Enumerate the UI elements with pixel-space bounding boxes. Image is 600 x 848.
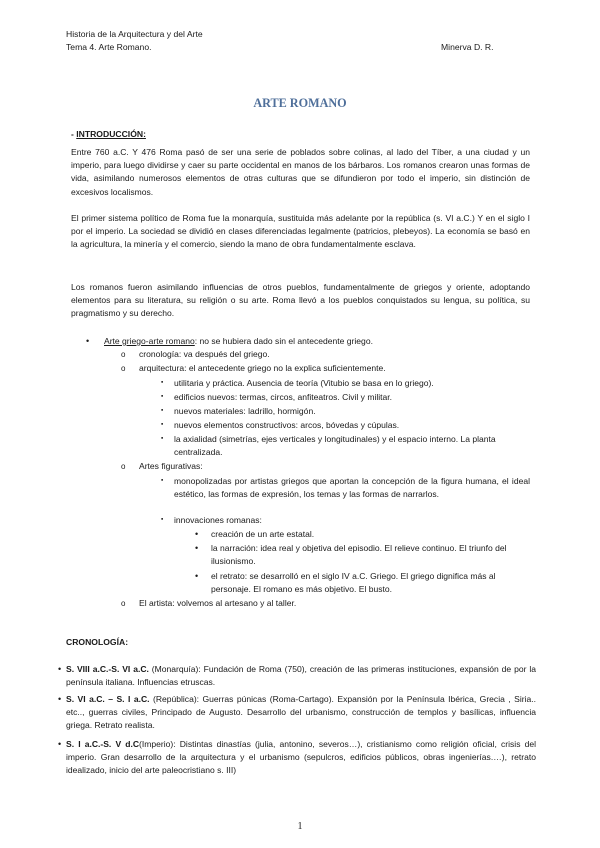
bullet-circle-icon: o: [121, 350, 126, 359]
bullet-circle-icon: o: [121, 364, 126, 373]
cronologia-text: (República): Guerras púnicas (Roma-Cartago). Expansión por la Península Ibérica, Grecia , Siria.. etc.., guerras civiles, Principado de Augusto. Desarrollo del urbanismo, construcción de templos y basílicas, influencia griega. Retrato realista.: [66, 694, 536, 731]
bullet-disc-icon: •: [58, 694, 62, 704]
page-title: ARTE ROMANO: [253, 96, 347, 110]
innovacion-item-1: creación de un arte estatal.: [211, 529, 315, 539]
bullet-circle-icon: o: [121, 462, 126, 471]
artes-item-1: monopolizadas por artistas griegos que aportan la concepción de la figura humana, el ideal estético, las formas de expresión, los temas y las formas de narrarlos.: [174, 476, 530, 500]
innovacion-item-2: la narración: idea real y objetiva del episodio. El relieve continuo. El triunfo del ilusionismo.: [211, 543, 507, 567]
header-author: Minerva D. R.: [441, 42, 494, 52]
cronologia-period: S. I a.C.-S. V d.C: [66, 739, 140, 749]
bullet-disc-icon: •: [58, 739, 62, 749]
bullet-square-icon: ▪: [161, 393, 164, 400]
bullet-disc-icon: •: [195, 571, 199, 581]
intro-paragraph-1: Entre 760 a.C. Y 476 Roma pasó de ser una serie de poblados sobre colinas, al lado del Tíber, a una ciudad y un imperio, para luego dividirse y caer su parte occidental en manos de los bárbaros. Los romanos crearon unas formas de vida, asimilando numerosos elementos de otras culturas que se difundieron por todo el imperio, sin distinción de excesivos localismos.: [71, 147, 530, 197]
bullet-square-icon: ▪: [161, 421, 164, 428]
bullet-square-icon: ▪: [161, 379, 164, 386]
innovacion-item-3: el retrato: se desarrolló en el siglo IV a.C. Griego. El griego dignifica más al personaje. El romano es más objetivo. El busto.: [211, 571, 496, 595]
outline-artes: Artes figurativas:: [139, 461, 203, 471]
cronologia-item-1: [58, 663, 536, 689]
bullet-square-icon: ▪: [161, 407, 164, 414]
cronologia-text: (Imperio): Distintas dinastías (julia, antonino, severos…), cristianismo como religión oficial, crisis del imperio. Gran desarrollo de la arquitectura y el urbanismo (sepulcros, edificios públicos, obras ingenierías.…), retrato idealizado, inicio del arte paleocristiano s. III): [66, 739, 537, 776]
bullet-disc-icon: •: [86, 336, 90, 346]
arquitectura-item-4: nuevos elementos constructivos: arcos, bóvedas y cúpulas.: [174, 420, 400, 430]
intro-heading-prefix: -: [71, 129, 77, 139]
intro-paragraph-3: Los romanos fueron asimilando influencias de otros pueblos, fundamentalmente de griegos y oriente, adoptando elementos para su literatura, su religión o su arte. Roma llevó a los pueblos conquistados su lengua, su política, su pragmatismo y su derecho.: [71, 282, 530, 319]
outline-arquitectura: arquitectura: el antecedente griego no la explica suficientemente.: [139, 363, 386, 373]
artes-item-2: innovaciones romanas:: [174, 515, 262, 525]
bullet-disc-icon: •: [58, 664, 62, 674]
intro-heading-text: INTRODUCCIÓN:: [76, 129, 146, 139]
arquitectura-item-2: edificios nuevos: termas, circos, anfiteatros. Civil y militar.: [174, 392, 393, 402]
cronologia-heading: CRONOLOGÍA:: [66, 637, 129, 647]
intro-heading: [71, 129, 146, 139]
header-course: Historia de la Arquitectura y del Arte: [66, 29, 203, 39]
bullet-square-icon: ▪: [161, 516, 164, 523]
intro-paragraph-2: El primer sistema político de Roma fue la monarquía, sustituida más adelante por la república (s. VI a.C.) Y en el siglo I por el imperio. La sociedad se dividió en clases diferenciadas legalmente (patricios, plebeyos). La economía se basó en la agricultura, la minería y el comercio, siendo la mano de obra fundamentalmente esclava.: [71, 213, 530, 250]
cronologia-period: S. VI a.C. – S. I a.C.: [66, 694, 150, 704]
outline-lead-text: : no se hubiera dado sin el antecedente griego.: [194, 336, 373, 346]
bullet-square-icon: ▪: [161, 435, 164, 442]
arquitectura-item-3: nuevos materiales: ladrillo, hormigón.: [174, 406, 316, 416]
cronologia-item-2: [58, 693, 536, 733]
page-number: 1: [297, 821, 303, 832]
cronologia-period: S. VIII a.C.-S. VI a.C.: [66, 664, 149, 674]
outline-cronologia: cronología: va después del griego.: [139, 349, 270, 359]
bullet-circle-icon: o: [121, 599, 126, 608]
cronologia-text: (Monarquía): Fundación de Roma (750), creación de las primeras instituciones, expansión de por la península italiana. Influencias etruscas.: [66, 664, 536, 688]
outline-lead-label: Arte griego-arte romano: [104, 336, 195, 346]
arquitectura-item-5: la axialidad (simetrías, ejes verticales y longitudinales) y el espacio interno. La planta centralizada.: [174, 434, 496, 458]
cronologia-item-3: [58, 738, 537, 778]
header-topic: Tema 4. Arte Romano.: [66, 42, 152, 52]
arquitectura-item-1: utilitaria y práctica. Ausencia de teoría (Vitubio se basa en lo griego).: [174, 378, 434, 388]
outline-lead: [104, 335, 373, 348]
outline-artista: El artista: volvemos al artesano y al taller.: [139, 598, 297, 608]
bullet-disc-icon: •: [195, 529, 199, 539]
bullet-square-icon: ▪: [161, 477, 164, 484]
bullet-disc-icon: •: [195, 543, 199, 553]
